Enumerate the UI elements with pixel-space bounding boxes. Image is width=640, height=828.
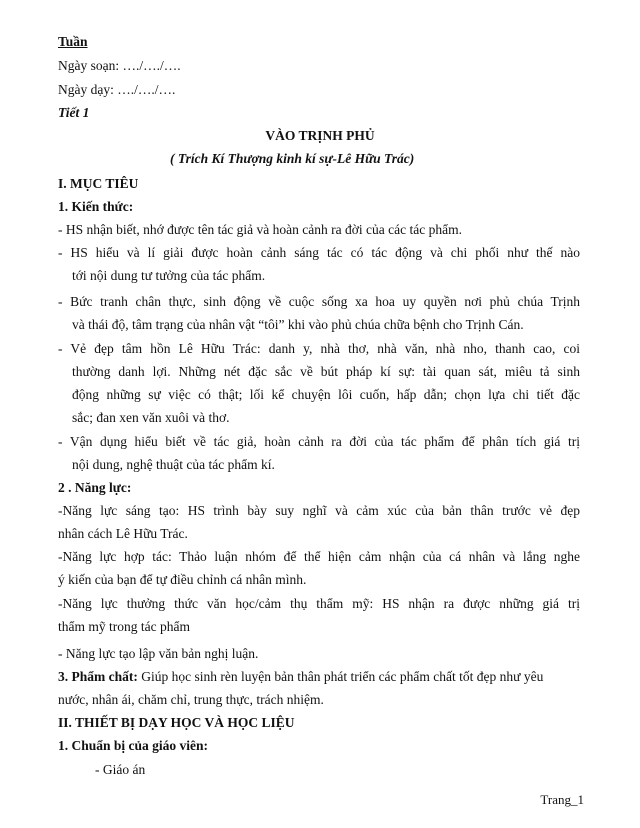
competence-line: -Năng lực hợp tác: Thảo luận nhóm để thể hiện cảm nhận của cá nhân và lắng nghe — [58, 549, 580, 564]
section-equipment-heading: II. THIẾT BỊ DẠY HỌC VÀ HỌC LIỆU — [58, 715, 295, 730]
quality-text: Giúp học sinh rèn luyện bản thân phát triển các phẩm chất tốt đẹp như yêu — [137, 669, 544, 684]
competence-line: thẩm mỹ trong tác phẩm — [58, 619, 190, 634]
competence-line: -Năng lực sáng tạo: HS trình bày suy nghĩ và cảm xúc của bản thân trước vẻ đẹp — [58, 503, 580, 518]
competence-heading: 2 . Năng lực: — [58, 480, 132, 495]
teach-date: Ngày dạy: …./…./…. — [58, 82, 176, 97]
competence-line: nhân cách Lê Hữu Trác. — [58, 526, 188, 541]
prep-date: Ngày soạn: …./…./…. — [58, 58, 181, 73]
knowledge-line: - Vận dụng hiểu biết về tác giả, hoàn cảnh ra đời của tác phẩm để phân tích giá trị — [58, 434, 580, 449]
competence-line: ý kiến của bạn để tự điều chỉnh cá nhân mình. — [58, 572, 307, 587]
week-label: Tuần — [58, 34, 88, 49]
quality-paragraph — [58, 669, 543, 685]
teacher-preparation-item: - Giáo án — [95, 762, 146, 777]
knowledge-line: tới nội dung tư tưởng của tác phẩm. — [72, 268, 266, 283]
section-objectives-heading: I. MỤC TIÊU — [58, 176, 139, 191]
page-number: Trang_1 — [540, 792, 584, 807]
knowledge-line: - Vẻ đẹp tâm hồn Lê Hữu Trác: danh y, nhà thơ, nhà văn, nhà nho, thanh cao, coi — [58, 341, 580, 356]
competence-line: -Năng lực thưởng thức văn học/cảm thụ thẩm mỹ: HS nhận ra được những giá trị — [58, 596, 580, 611]
knowledge-line: nội dung, nghệ thuật của tác phẩm kí. — [72, 457, 275, 472]
knowledge-line: - Bức tranh chân thực, sinh động về cuộc sống xa hoa uy quyền nơi phủ chúa Trịnh — [58, 294, 580, 309]
competence-line: - Năng lực tạo lập văn bản nghị luận. — [58, 646, 259, 661]
knowledge-line: sắc; đan xen văn xuôi và thơ. — [72, 410, 230, 425]
knowledge-line: và thái độ, tâm trạng của nhân vật “tôi” khi vào phủ chúa chữa bệnh cho Trịnh Cán. — [72, 317, 524, 332]
knowledge-line: thường danh lợi. Những nét đặc sắc về bút pháp kí sự: tài quan sát, miêu tả sinh — [72, 364, 580, 379]
lesson-number: Tiết 1 — [58, 105, 90, 120]
knowledge-line: - HS nhận biết, nhớ được tên tác giả và hoàn cảnh ra đời của các tác phẩm. — [58, 222, 462, 237]
quality-heading: 3. Phẩm chất: — [58, 669, 138, 684]
knowledge-line: - HS hiểu và lí giải được hoàn cảnh sáng tác có tác động và chi phối như thế nào — [58, 245, 580, 260]
quality-text-continued: nước, nhân ái, chăm chỉ, trung thực, trách nhiệm. — [58, 692, 324, 707]
teacher-preparation-heading: 1. Chuẩn bị của giáo viên: — [58, 738, 209, 753]
knowledge-line: động những sự việc có thật; lối kể chuyện lôi cuốn, hấp dẫn; chọn lựa chi tiết đặc — [72, 387, 580, 402]
lesson-title: VÀO TRỊNH PHỦ — [265, 128, 375, 143]
knowledge-heading: 1. Kiến thức: — [58, 199, 134, 214]
lesson-subtitle: ( Trích Kí Thượng kinh kí sự-Lê Hữu Trác) — [170, 151, 415, 166]
